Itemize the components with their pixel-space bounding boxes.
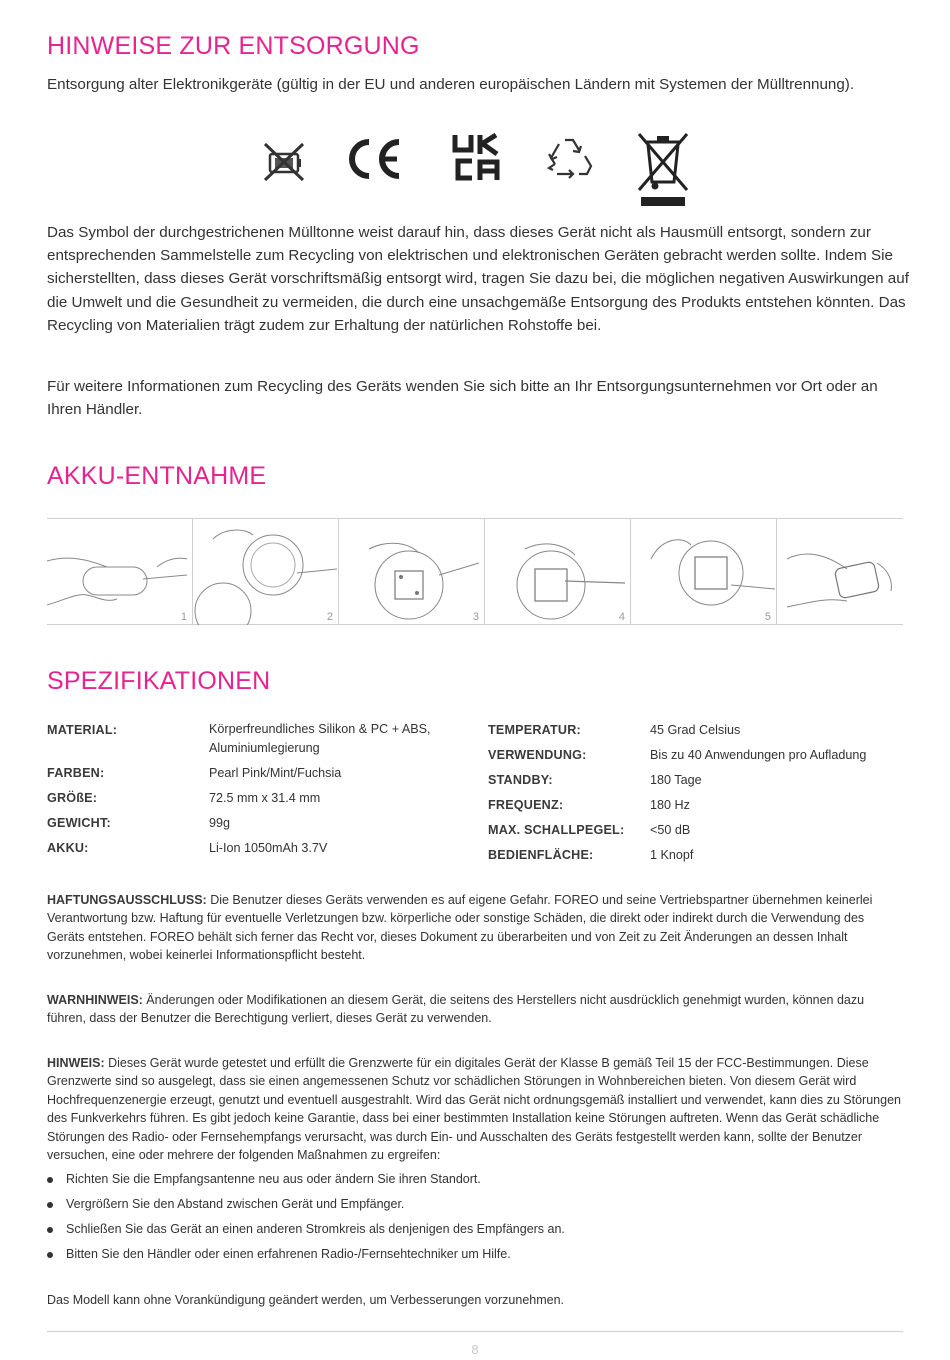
step-number: 2 (326, 611, 333, 623)
no-battery-disposal-icon (261, 140, 307, 189)
step-panel-4 (485, 519, 631, 625)
spec-label: MAX. SCHALLPEGEL: (488, 823, 625, 837)
bullet-icon (47, 1202, 53, 1208)
spec-value: Pearl Pink/Mint/Fuchsia (209, 766, 342, 780)
disposal-intro: Entsorgung alter Elektronikgeräte (gültig in der EU und anderen europäischen Ländern mit Systemen der Mülltrennung). (47, 76, 855, 93)
spec-value: Li-Ion 1050mAh 3.7V (209, 841, 328, 855)
disclaimer-text: Die Benutzer dieses Geräts verwenden es auf eigene Gefahr. FOREO und seine Vertriebspartner übernehmen keinerlei Verantwortung bzw. Haftung für eventuelle Verletzungen bzw. körperliche oder sonstige Schäden, die direkt oder indirekt durch die Verwendung des Geräts entstehen. FOREO behält sich ferner das Recht vor, dieses Dokument zu überarbeiten und von Zeit zu Zeit Änderungen an dessen Inhalt vorzunehmen, wobei keinerlei Informationspflicht besteht. (47, 893, 873, 963)
recycling-icon (545, 134, 597, 189)
model-change-note: Das Modell kann ohne Vorankündigung geändert werden, um Verbesserungen vorzunehmen. (47, 1293, 565, 1307)
page-number: 8 (471, 1342, 479, 1357)
specs-heading: SPEZIFIKATIONEN (47, 667, 271, 695)
step-number: 3 (472, 611, 479, 623)
step-panel-5 (631, 519, 777, 625)
spec-label: FREQUENZ: (488, 798, 564, 812)
battery-heading: AKKU-ENTNAHME (47, 462, 267, 490)
note-text: Dieses Gerät wurde getestet und erfüllt die Grenzwerte für ein digitales Gerät der Klasse B gemäß Teil 15 der FCC-Bestimmungen. Diese Grenzwerte sind so ausgelegt, dass sie einen angemessenen Schutz vor schädlichen Störungen in Wohnbereichen bieten. Von diesem Gerät wird Hochfrequenzenergie erzeugt, genutzt und eventuell ausgestrahlt. Wird das Gerät nicht ordnungsgemäß installiert und verwendet, kann dies zu Störungen des Funkverkehrs führen. Es gibt jedoch keine Garantie, dass bei einer bestimmten Installation keine Störungen auftreten. Wenn das Gerät schädliche Störungen des Radio- oder Fernsehempfangs verursacht, was durch Ein- und Ausschalten des Geräts festgestellt werden kann, sollte der Benutzer versuchen, eine oder mehrere der folgenden Maßnahmen zu ergreifen: (47, 1056, 901, 1163)
warning-label: WARNHINWEIS: (47, 993, 143, 1007)
step-panel-1 (47, 519, 193, 625)
disclaimer-label: HAFTUNGSAUSSCHLUSS: (47, 893, 207, 907)
spec-value: 45 Grad Celsius (650, 723, 741, 737)
ukca-mark-icon (452, 132, 504, 189)
spec-value: Körperfreundliches Silikon & PC + ABS, Aluminiumlegierung (209, 722, 431, 755)
spec-value: 180 Tage (650, 773, 702, 787)
disclaimer-notice (47, 891, 905, 965)
spec-label: VERWENDUNG: (488, 748, 587, 762)
step-panel-2 (193, 519, 339, 625)
step-panel-6 (777, 519, 903, 625)
spec-label: MATERIAL: (47, 723, 118, 737)
spec-label: BEDIENFLÄCHE: (488, 848, 594, 862)
footer-divider (47, 1331, 903, 1332)
spec-label: FARBEN: (47, 766, 105, 780)
spec-value: 1 Knopf (650, 848, 694, 862)
step-number: 4 (618, 611, 625, 623)
spec-label: AKKU: (47, 841, 89, 855)
spec-label: TEMPERATUR: (488, 723, 581, 737)
spec-value: Bis zu 40 Anwendungen pro Aufladung (650, 748, 867, 762)
fcc-notice (47, 1054, 905, 1164)
ce-mark-icon (343, 136, 405, 187)
warning-text: Änderungen oder Modifikationen an diesem Gerät, die seitens des Herstellers nicht ausdrücklich genehmigt wurden, können dazu führen, dass der Benutzer die Berechtigung verliert, dieses Gerät zu verwenden. (47, 993, 865, 1026)
spec-value: <50 dB (650, 823, 691, 837)
spec-label: STANDBY: (488, 773, 553, 787)
compliance-symbols (255, 128, 705, 210)
disposal-heading: HINWEISE ZUR ENTSORGUNG (47, 32, 420, 60)
disposal-body-1: Das Symbol der durchgestrichenen Mülltonne weist darauf hin, dass dieses Gerät nicht als Hausmüll entsorgt, sondern zur entsprechenden Sammelstelle zum Recycling von elektrischen und elektronischen Geräten gebracht werden sollte. Indem Sie sicherstellten, dass dieses Gerät vorschriftsmäßig entsorgt wird, tragen Sie dazu bei, die möglichen negativen Auswirkungen auf die Umwelt und die Gesundheit zu vermeiden, die durch eine unsachgemäße Entsorgung des Produkts entstehen könnten. Das Recycling von Materialien trägt zudem zur Erhaltung der natürlichen Rohstoffe bei. (47, 224, 909, 334)
spec-label: GRÖßE: (47, 791, 98, 805)
note-label: HINWEIS: (47, 1056, 105, 1070)
crossed-out-bin-icon (635, 130, 691, 213)
warning-notice (47, 991, 905, 1028)
step-number: 1 (180, 611, 187, 623)
bullet-icon (47, 1227, 53, 1233)
spec-value: 180 Hz (650, 798, 690, 812)
step-panel-3 (339, 519, 485, 625)
spec-label: GEWICHT: (47, 816, 111, 830)
battery-removal-steps (47, 518, 903, 625)
step-number: 5 (764, 611, 771, 623)
spec-value: 72.5 mm x 31.4 mm (209, 791, 321, 805)
spec-value: 99g (209, 816, 231, 830)
bullet-icon (47, 1177, 53, 1183)
bullet-icon (47, 1252, 53, 1258)
disposal-body-2: Für weitere Informationen zum Recycling des Geräts wenden Sie sich bitte an Ihr Entsorgungsunternehmen vor Ort oder an Ihren Händler. (47, 378, 878, 419)
